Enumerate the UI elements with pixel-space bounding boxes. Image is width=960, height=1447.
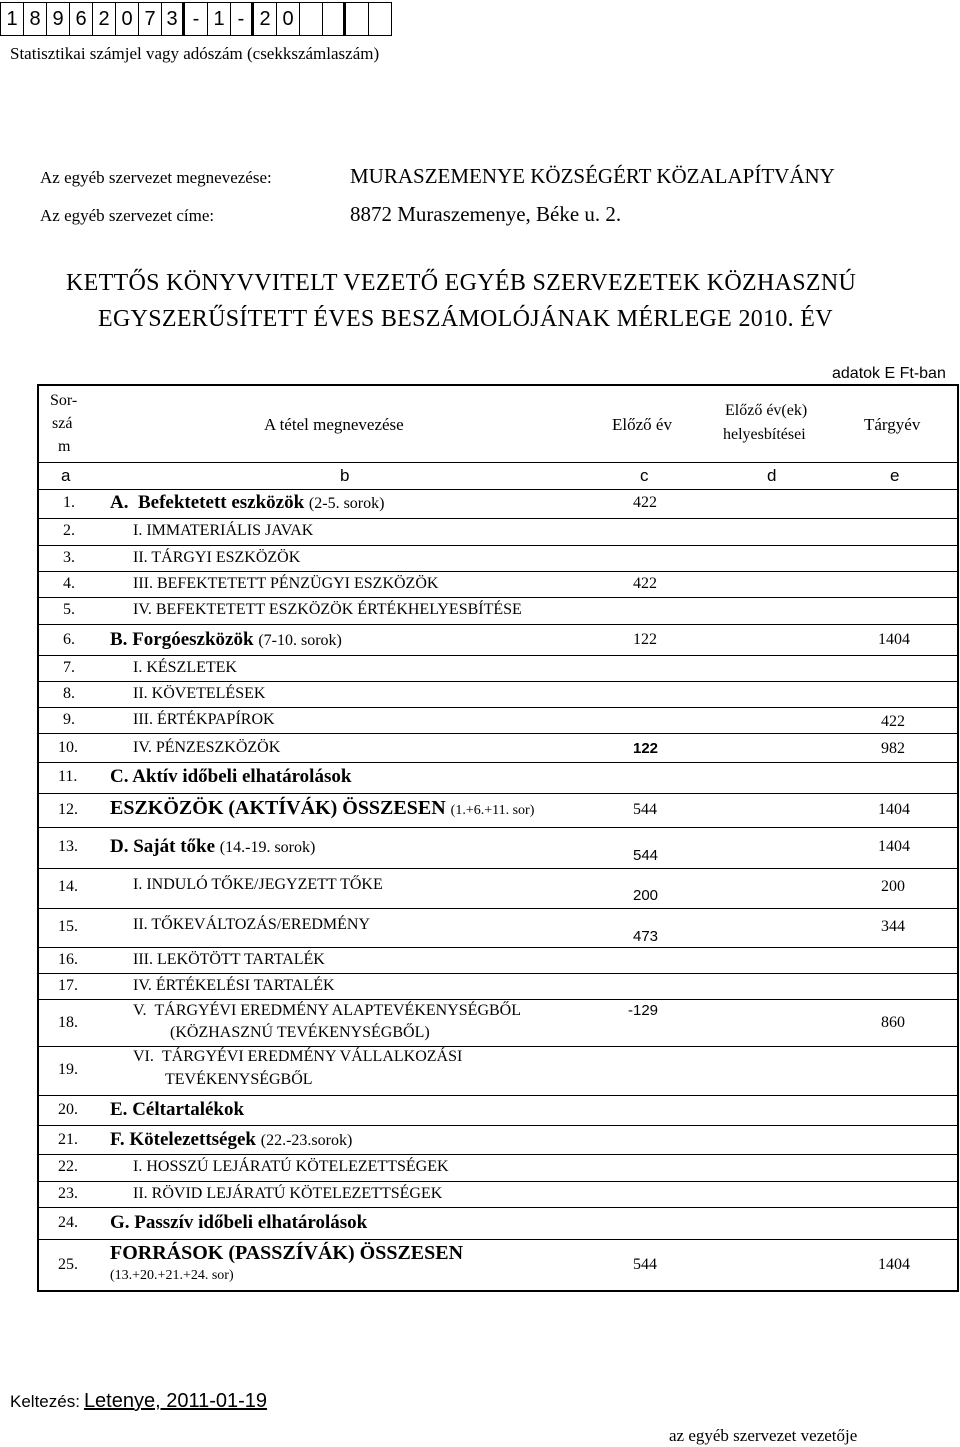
col-letter-a: a — [61, 466, 71, 485]
tax-id-digit — [322, 2, 346, 36]
header-item-name: A tétel megnevezése — [264, 415, 404, 434]
signature-label: az egyéb szervezet vezetője — [669, 1426, 858, 1445]
tax-id-label: Statisztikai számjel vagy adószám (csekkszámlaszám) — [10, 44, 380, 63]
row-label: FORRÁSOK (PASSZÍVÁK) ÖSSZESEN — [110, 1242, 464, 1264]
row-label: B. Forgóeszközök (7-10. sorok) — [110, 629, 342, 650]
col-letter-d: d — [767, 466, 777, 485]
row-number: 18. — [58, 1014, 78, 1031]
row-label: ESZKÖZÖK (AKTÍVÁK) ÖSSZESEN (1.+6.+11. sor) — [110, 797, 535, 819]
row-prev-value: 544 — [633, 1256, 657, 1273]
row-divider — [37, 1154, 959, 1155]
row-number: 8. — [63, 685, 75, 702]
row-current-value: 1404 — [878, 1256, 910, 1273]
row-divider — [37, 827, 959, 828]
tax-id-digit — [345, 2, 369, 36]
row-label: IV. PÉNZESZKÖZÖK — [133, 739, 281, 756]
row-current-value: 200 — [881, 878, 905, 895]
row-current-value: 1404 — [878, 801, 910, 818]
row-number: 17. — [58, 977, 78, 994]
row-prev-value: 422 — [633, 494, 657, 511]
row-prev-value: 122 — [633, 631, 657, 648]
row-label: E. Céltartalékok — [110, 1099, 245, 1120]
row-prev-value: -129 — [628, 1002, 659, 1019]
row-label: D. Saját tőke (14.-19. sorok) — [110, 836, 316, 857]
tax-id-digit: - — [184, 2, 208, 36]
date-value: Letenye, 2011-01-19 — [83, 1390, 268, 1412]
row-divider — [37, 1181, 959, 1182]
tax-id-digit: - — [230, 2, 254, 36]
row-label: II. KÖVETELÉSEK — [133, 685, 266, 702]
header-sorszam: szá — [52, 415, 73, 432]
col-letter-c: c — [640, 466, 649, 485]
row-label: I. KÉSZLETEK — [133, 659, 237, 676]
row-label: F. Kötelezettségek (22.-23.sorok) — [110, 1129, 353, 1150]
row-number: 22. — [58, 1158, 78, 1175]
row-label: I. IMMATERIÁLIS JAVAK — [133, 522, 314, 539]
row-number: 23. — [58, 1185, 78, 1202]
row-number: 6. — [63, 631, 75, 648]
row-current-value: 1404 — [878, 631, 910, 648]
date-label: Keltezés: — [10, 1392, 80, 1411]
row-label: C. Aktív időbeli elhatárolások — [110, 766, 352, 787]
row-number: 21. — [58, 1131, 78, 1148]
row-label: V. TÁRGYÉVI EREDMÉNY ALAPTEVÉKENYSÉGBŐL — [133, 1002, 521, 1019]
row-divider — [37, 681, 959, 682]
row-number: 15. — [58, 918, 78, 935]
row-number: 5. — [63, 601, 75, 618]
row-prev-value: 473 — [633, 928, 659, 945]
row-number: 11. — [58, 768, 78, 785]
row-current-value: 860 — [881, 1014, 905, 1031]
header-current-year: Tárgyév — [864, 415, 921, 434]
date-line — [10, 1390, 267, 1413]
row-number: 24. — [58, 1214, 78, 1231]
row-number: 10. — [58, 739, 78, 756]
row-number: 13. — [58, 838, 78, 855]
header-sorszam: Sor- — [50, 392, 78, 409]
org-name: MURASZEMENYE KÖZSÉGÉRT KÖZALAPÍTVÁNY — [350, 164, 835, 188]
row-current-value: 982 — [881, 740, 905, 757]
row-label-line2: (13.+20.+21.+24. sor) — [110, 1268, 234, 1283]
row-divider — [37, 571, 959, 572]
row-divider — [37, 793, 959, 794]
row-divider — [37, 518, 959, 519]
tax-id-digit: 0 — [276, 2, 300, 36]
row-number: 12. — [58, 801, 78, 818]
row-divider — [37, 1125, 959, 1126]
tax-id-digit: 2 — [92, 2, 116, 36]
row-divider — [37, 1239, 959, 1240]
row-divider — [37, 1207, 959, 1208]
row-number: 14. — [58, 878, 78, 895]
row-number: 4. — [63, 575, 75, 592]
row-divider — [37, 733, 959, 734]
tax-id-digit: 9 — [46, 2, 70, 36]
row-current-value: 344 — [881, 918, 905, 935]
row-label: I. INDULÓ TŐKE/JEGYZETT TŐKE — [133, 876, 383, 893]
row-divider — [37, 545, 959, 546]
header-corrections: helyesbítései — [723, 426, 806, 443]
tax-id-digit: 1 — [0, 2, 24, 36]
row-label: G. Passzív időbeli elhatárolások — [110, 1212, 368, 1233]
units-note: adatok E Ft-ban — [832, 365, 946, 382]
row-number: 2. — [63, 522, 75, 539]
org-address: 8872 Muraszemenye, Béke u. 2. — [350, 202, 622, 226]
col-letter-e: e — [890, 466, 900, 485]
org-name-label: Az egyéb szervezet megnevezése: — [40, 168, 272, 187]
report-title-line2: EGYSZERŰSÍTETT ÉVES BESZÁMOLÓJÁNAK MÉRLEGE 2010. ÉV — [98, 306, 833, 332]
row-number: 3. — [63, 549, 75, 566]
row-label: III. BEFEKTETETT PÉNZÜGYI ESZKÖZÖK — [133, 575, 439, 592]
row-divider — [37, 655, 959, 656]
row-prev-value: 544 — [633, 801, 657, 818]
row-divider — [37, 947, 959, 948]
row-number: 20. — [58, 1101, 78, 1118]
row-label: II. TŐKEVÁLTOZÁS/EREDMÉNY — [133, 916, 371, 933]
row-label: II. RÖVID LEJÁRATÚ KÖTELEZETTSÉGEK — [133, 1185, 443, 1202]
row-number: 1. — [63, 494, 75, 511]
row-number: 19. — [58, 1061, 78, 1078]
row-current-value: 1404 — [878, 838, 910, 855]
tax-id-boxes — [0, 2, 391, 36]
row-label-line2: (KÖZHASZNÚ TEVÉKENYSÉGBŐL) — [170, 1024, 430, 1041]
row-divider — [37, 868, 959, 869]
row-divider — [37, 597, 959, 598]
row-divider — [37, 973, 959, 974]
row-divider — [37, 908, 959, 909]
header-prev-year: Előző év — [612, 415, 672, 434]
tax-id-digit: 6 — [69, 2, 93, 36]
row-prev-value: 122 — [633, 740, 659, 757]
row-label: IV. ÉRTÉKELÉSI TARTALÉK — [133, 977, 335, 994]
row-label: VI. TÁRGYÉVI EREDMÉNY VÁLLALKOZÁSI — [133, 1048, 463, 1065]
row-divider — [37, 1046, 959, 1047]
row-divider — [37, 999, 959, 1000]
row-divider — [37, 1095, 959, 1096]
row-number: 9. — [63, 711, 75, 728]
row-divider — [37, 462, 959, 463]
tax-id-digit: 0 — [115, 2, 139, 36]
row-divider — [37, 707, 959, 708]
row-label: III. LEKÖTÖTT TARTALÉK — [133, 951, 325, 968]
row-prev-value: 200 — [633, 887, 659, 904]
row-prev-value: 544 — [633, 847, 659, 864]
org-address-label: Az egyéb szervezet címe: — [40, 206, 215, 225]
row-number: 25. — [58, 1256, 78, 1273]
row-label-line2: TEVÉKENYSÉGBŐL — [165, 1071, 313, 1088]
tax-id-digit: 1 — [207, 2, 231, 36]
row-divider — [37, 624, 959, 625]
row-label: A. Befektetett eszközök (2-5. sorok) — [110, 492, 385, 513]
row-prev-value: 422 — [633, 575, 657, 592]
row-label: IV. BEFEKTETETT ESZKÖZÖK ÉRTÉKHELYESBÍTÉSE — [133, 601, 522, 618]
tax-id-digit — [299, 2, 323, 36]
row-label: II. TÁRGYI ESZKÖZÖK — [133, 549, 301, 566]
col-letter-b: b — [340, 466, 350, 485]
row-number: 16. — [58, 951, 78, 968]
row-label: I. HOSSZÚ LEJÁRATÚ KÖTELEZETTSÉGEK — [133, 1158, 449, 1175]
tax-id-digit — [368, 2, 392, 36]
tax-id-digit: 3 — [161, 2, 185, 36]
row-current-value: 422 — [881, 713, 905, 730]
header-sorszam: m — [58, 438, 71, 455]
tax-id-digit: 2 — [253, 2, 277, 36]
row-divider — [37, 489, 959, 490]
tax-id-digit: 7 — [138, 2, 162, 36]
row-label: III. ÉRTÉKPAPÍROK — [133, 711, 275, 728]
report-title-line1: KETTŐS KÖNYVVITELT VEZETŐ EGYÉB SZERVEZETEK KÖZHASZNÚ — [66, 270, 857, 296]
tax-id-digit: 8 — [23, 2, 47, 36]
row-number: 7. — [63, 659, 75, 676]
header-corrections: Előző év(ek) — [725, 402, 808, 419]
row-divider — [37, 762, 959, 763]
